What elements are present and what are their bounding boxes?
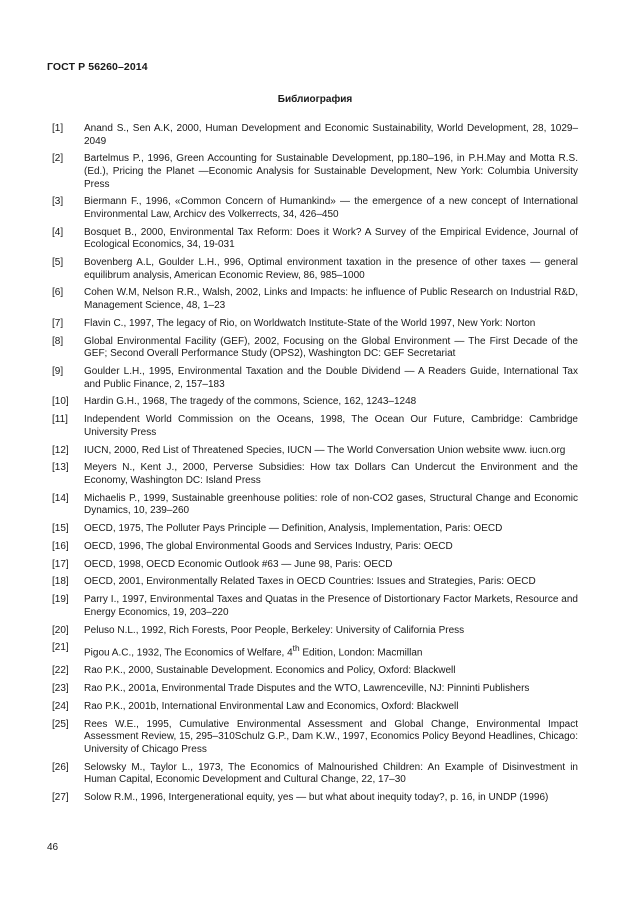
- bibliography-entry: [52, 762, 578, 787]
- bibliography-entry: [52, 523, 578, 536]
- entry-text: Rao P.K., 2001b, International Environmental Law and Economics, Oxford: Blackwell: [84, 701, 459, 713]
- entry-text-part: Edition, London: Macmillan: [299, 647, 423, 659]
- entry-text: Meyers N., Kent J., 2000, Perverse Subsidies: How tax Dollars Can Undercut the Environment and the Economy, Washington DC: Island Press: [84, 462, 578, 486]
- entry-number: [15]: [52, 523, 69, 535]
- entry-text: Flavin C., 1997, The legacy of Rio, on Worldwatch Institute-State of the World 1997, New York: Norton: [84, 317, 536, 329]
- entry-text: [84, 642, 578, 660]
- entry-text: Hardin G.H., 1968, The tragedy of the commons, Science, 162, 1243–1248: [84, 396, 417, 408]
- superscript-ordinal: th: [292, 643, 300, 654]
- entry-number: [21]: [52, 642, 69, 654]
- entry-text: Solow R.M., 1996, Intergenerational equity, yes — but what about inequity today?, p. 16, in UNDP (1996): [84, 792, 549, 804]
- bibliography-entry: [52, 462, 578, 487]
- bibliography-entry: [52, 196, 578, 221]
- entry-number: [13]: [52, 462, 69, 474]
- bibliography-entry: [52, 594, 578, 619]
- entry-text: OECD, 1996, The global Environmental Goods and Services Industry, Paris: OECD: [84, 540, 453, 552]
- entry-number: [12]: [52, 444, 69, 456]
- bibliography-entry: [52, 493, 578, 518]
- bibliography-entry: [52, 665, 578, 678]
- entry-number: [9]: [52, 366, 64, 377]
- entry-number: [17]: [52, 558, 69, 570]
- entry-text: Rao P.K., 2000, Sustainable Development. Economics and Policy, Oxford: Blackwell: [84, 665, 456, 677]
- bibliography-title: Библиография: [277, 94, 353, 105]
- bibliography-entry: [52, 445, 578, 458]
- entry-text: Global Environmental Facility (GEF), 2002, Focusing on the Global Environment — The First Decade of the GEF; Second Overall Performance Study (OPS2), Washington DC: GEF Secretariat: [84, 335, 578, 360]
- bibliography-entry: [52, 719, 578, 757]
- bibliography-entry: [52, 642, 578, 660]
- bibliography-entry: [52, 576, 578, 589]
- entry-text: OECD, 1998, OECD Economic Outlook #63 — June 98, Paris: OECD: [84, 558, 393, 570]
- entry-text: Bosquet B., 2000, Environmental Tax Reform: Does it Work? A Survey of the Empirical Evidence, Journal of Ecological Economics, 34, 19-031: [84, 226, 578, 251]
- entry-text: Goulder L.H., 1995, Environmental Taxation and the Double Dividend — A Readers Guide, International Tax and Public Finance, 2, 157–183: [84, 366, 578, 390]
- bibliography-list: [52, 123, 578, 810]
- entry-number: [4]: [52, 226, 64, 238]
- document-code: ГОСТ Р 56260–2014: [47, 61, 148, 73]
- bibliography-entry: [52, 366, 578, 391]
- entry-number: [3]: [52, 196, 64, 208]
- bibliography-entry: [52, 123, 578, 148]
- bibliography-entry: [52, 625, 578, 638]
- entry-number: [1]: [52, 123, 64, 134]
- entry-number: [8]: [52, 335, 64, 347]
- entry-number: [16]: [52, 540, 69, 552]
- entry-number: [26]: [52, 761, 69, 773]
- entry-text: Rao P.K., 2001a, Environmental Trade Disputes and the WTO, Lawrenceville, NJ: Pinninti Publishers: [84, 683, 530, 695]
- entry-text: Peluso N.L., 1992, Rich Forests, Poor People, Berkeley: University of California Press: [84, 624, 465, 636]
- bibliography-entry: [52, 153, 578, 191]
- page-number: 46: [47, 842, 59, 853]
- entry-text-part: Pigou A.C., 1932, The Economics of Welfare, 4: [84, 647, 293, 659]
- bibliography-entry: [52, 683, 578, 696]
- entry-number: [6]: [52, 287, 64, 299]
- entry-number: [19]: [52, 594, 69, 606]
- entry-text: Cohen W.M, Nelson R.R., Walsh, 2002, Links and Impacts: he influence of Public Research on Industrial R&D, Management Science, 48, 1–23: [84, 287, 578, 312]
- entry-text: OECD, 1975, The Polluter Pays Principle — Definition, Analysis, Implementation, Paris: OECD: [84, 523, 503, 535]
- bibliography-entry: [52, 792, 578, 805]
- entry-number: [10]: [52, 396, 69, 408]
- entry-text: Anand S., Sen A.K, 2000, Human Development and Economic Sustainability, World Development, 28, 1029–2049: [84, 123, 578, 147]
- entry-number: [7]: [52, 317, 64, 329]
- entry-text: Independent World Commission on the Oceans, 1998, The Ocean Our Future, Cambridge: Cambridge University Press: [84, 414, 578, 438]
- entry-number: [18]: [52, 576, 69, 588]
- bibliography-entry: [52, 541, 578, 554]
- entry-number: [20]: [52, 624, 69, 636]
- entry-text: Michaelis P., 1999, Sustainable greenhouse polities: role of non-CO2 gases, Structural Change and Economic Dynamics, 10, 239–260: [84, 492, 578, 517]
- bibliography-entry: [52, 336, 578, 361]
- entry-number: [27]: [52, 792, 69, 804]
- entry-number: [24]: [52, 701, 69, 713]
- bibliography-entry: [52, 227, 578, 252]
- entry-text: Bartelmus P., 1996, Green Accounting for Sustainable Development, pp.180–196, in P.H.May and Motta R.S. (Ed.), Pricing the Planet —Economic Analysis for Sustainable Development, New York: Columbia University Press: [84, 153, 578, 190]
- entry-text: Parry I., 1997, Environmental Taxes and Quatas in the Presence of Distortionary Factor Markets, Resource and Energy Economics, 19, 203–220: [84, 594, 578, 618]
- entry-number: [22]: [52, 665, 69, 677]
- entry-number: [11]: [52, 414, 68, 426]
- entry-number: [5]: [52, 257, 64, 269]
- entry-text: OECD, 2001, Environmentally Related Taxes in OECD Countries: Issues and Strategies, Paris: OECD: [84, 576, 536, 588]
- entry-number: [25]: [52, 718, 69, 730]
- entry-text: IUCN, 2000, Red List of Threatened Species, IUCN — The World Conversation Union website www. iucn.org: [84, 444, 566, 456]
- bibliography-entry: [52, 414, 578, 439]
- bibliography-entry: [52, 396, 578, 409]
- entry-number: [2]: [52, 153, 64, 165]
- entry-text: Rees W.E., 1995, Cumulative Environmental Assessment and Global Change, Environmental Impact Assessment Review, 15, 295–310Schulz G.P., Dam K.W., 1997, Economics Policy Beyond Headlines, Chicago: University of Chicago Press: [84, 718, 578, 755]
- bibliography-entry: [52, 318, 578, 331]
- bibliography-entry: [52, 701, 578, 714]
- entry-text: Selowsky M., Taylor L., 1973, The Economics of Malnourished Children: An Example of Disinvestment in Human Capital, Economic Development and Cultural Change, 22, 17–30: [84, 761, 578, 786]
- bibliography-entry: [52, 287, 578, 312]
- entry-text: Biermann F., 1996, «Common Concern of Humankind» — the emergence of a new concept of International Environmental Law, Archicv des Volkerrects, 34, 426–450: [84, 196, 578, 220]
- bibliography-entry: [52, 559, 578, 572]
- bibliography-entry: [52, 257, 578, 282]
- entry-text: Bovenberg A.L, Goulder L.H., 996, Optimal environment taxation in the presence of other taxes — general equilibrum analysis, American Economic Review, 86, 985–1000: [84, 257, 578, 281]
- entry-number: [14]: [52, 492, 69, 504]
- entry-number: [23]: [52, 683, 69, 695]
